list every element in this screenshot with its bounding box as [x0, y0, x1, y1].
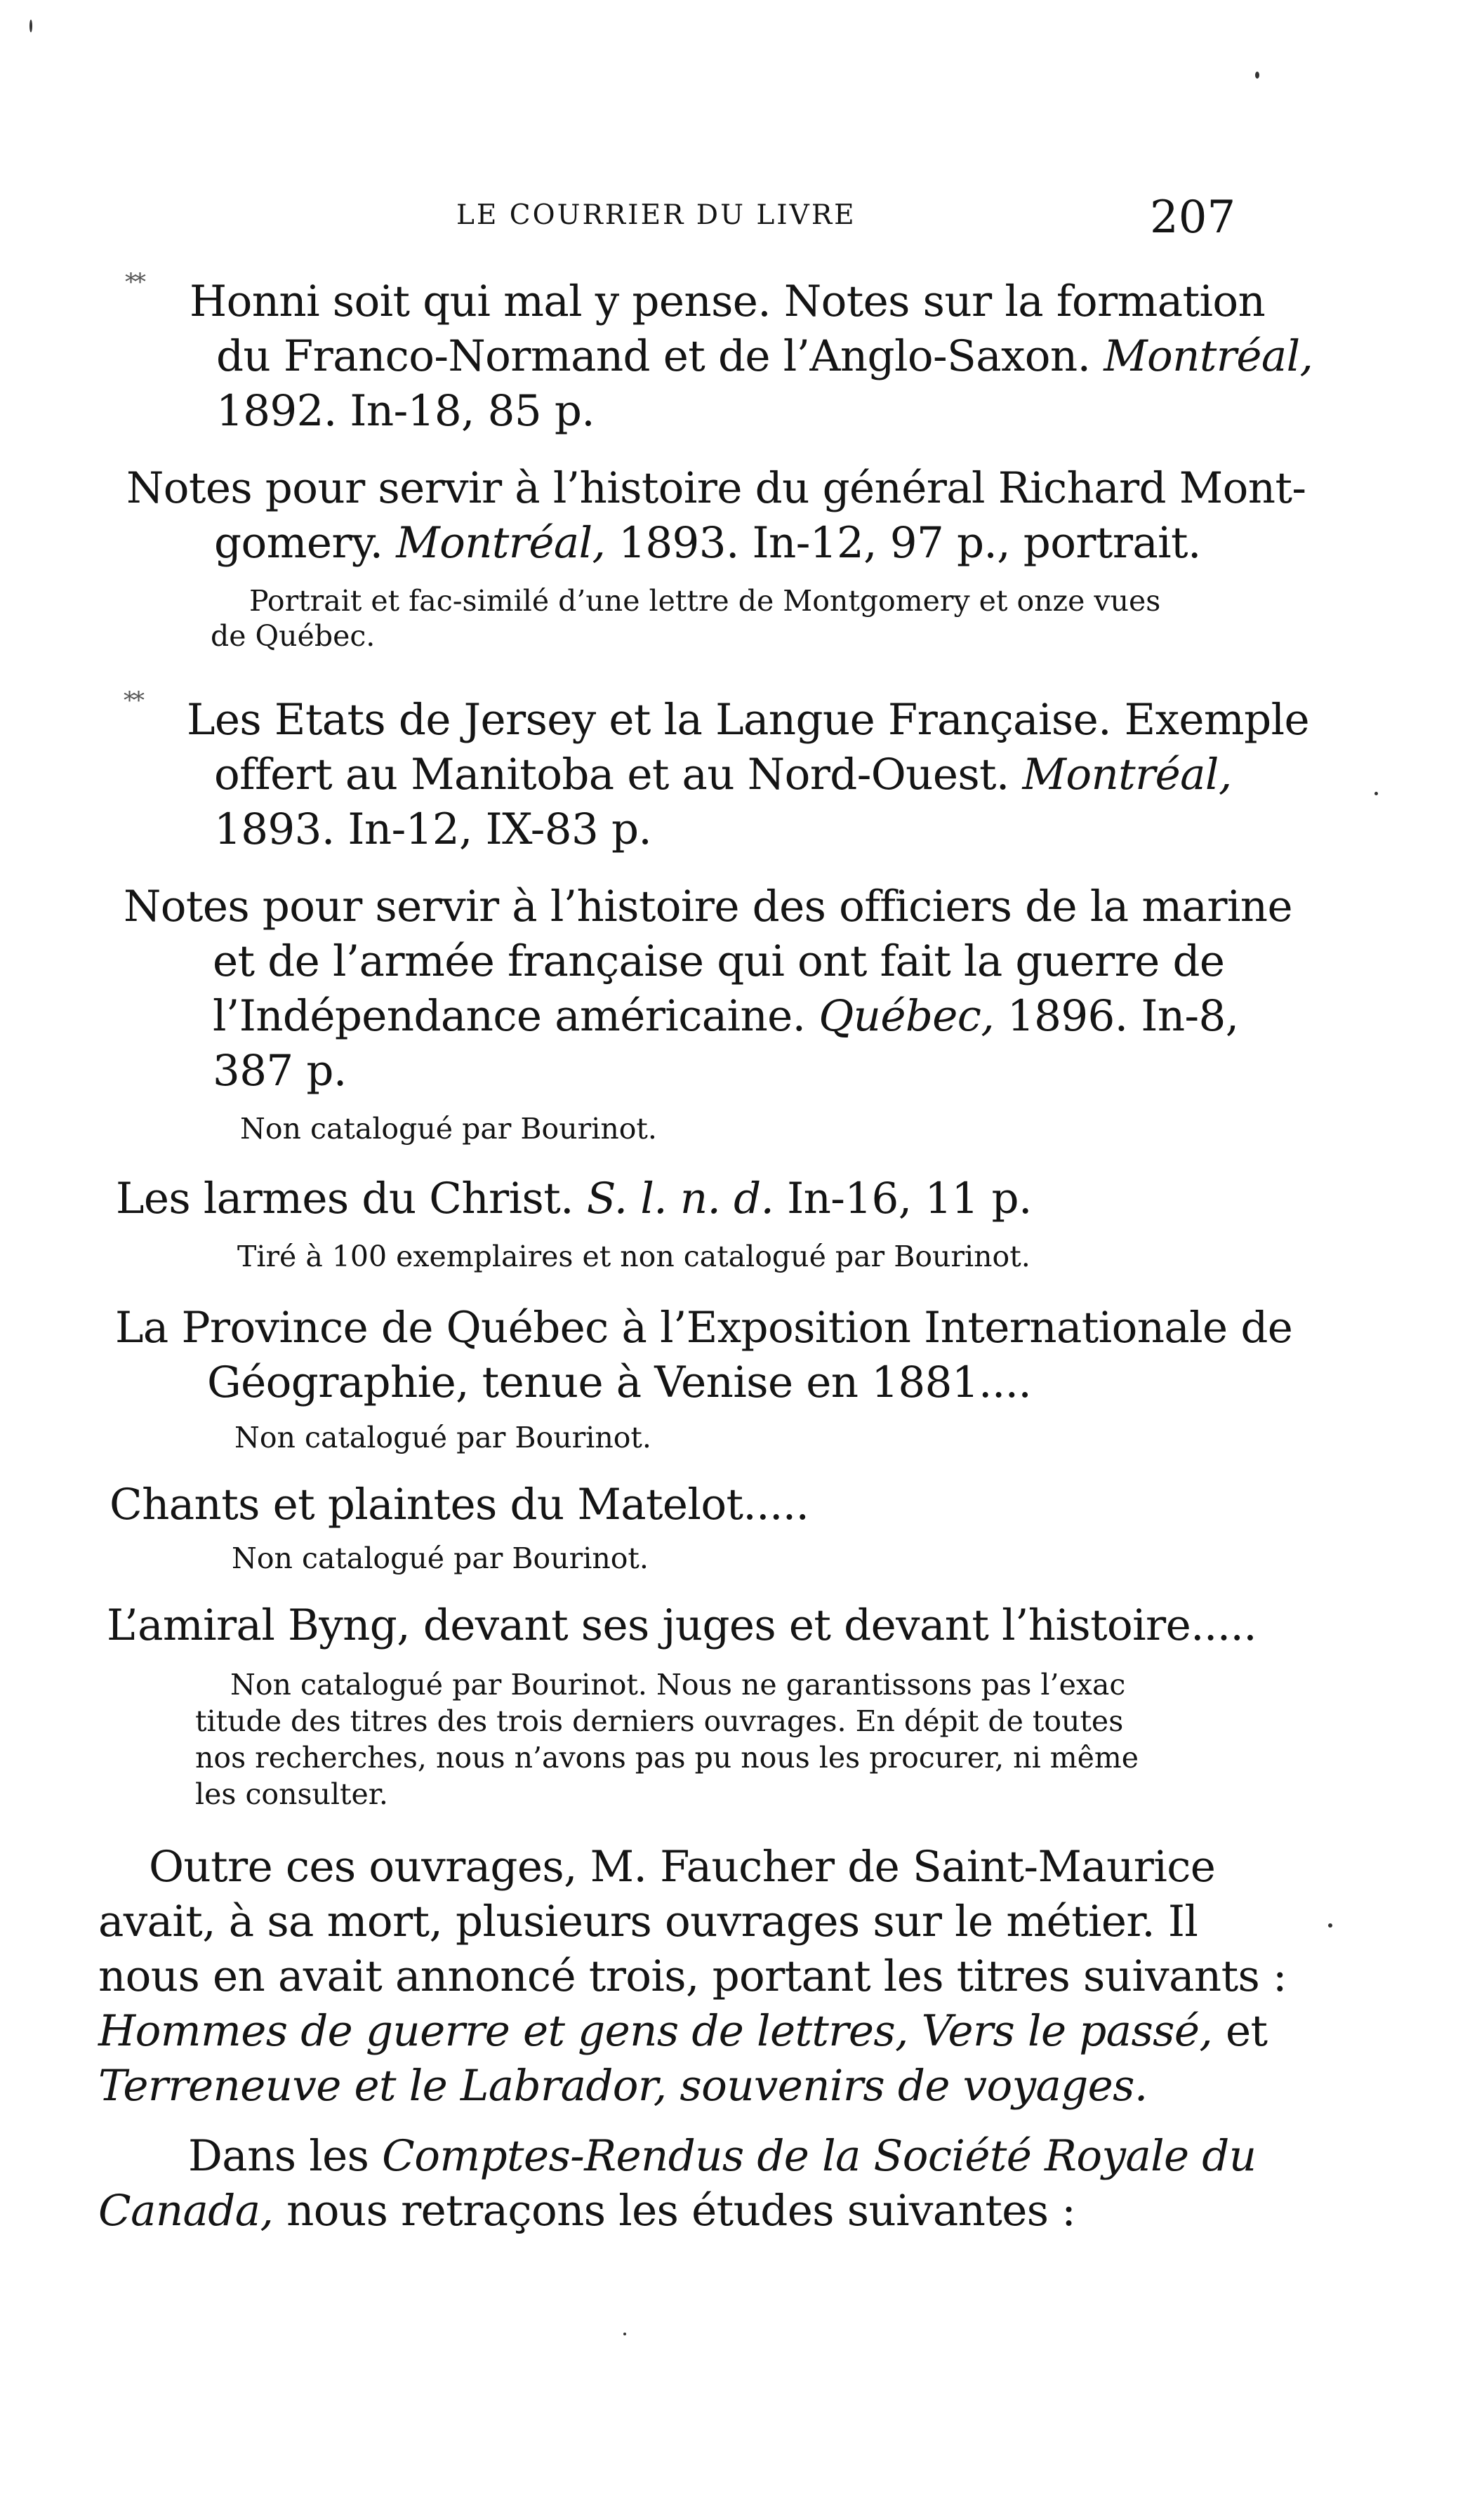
entry-note: Portrait et fac-similé d’une lettre de Montgomery et onze vues [249, 584, 1161, 618]
scan-speck [29, 20, 32, 32]
paragraph-line: avait, à sa mort, plusieurs ouvrages sur le métier. Il [98, 1897, 1198, 1947]
entry-line: 1892. In-18, 85 p. [216, 386, 595, 436]
paragraph-line: Outre ces ouvrages, M. Faucher de Saint-Maurice [149, 1842, 1216, 1892]
entry-note: titude des titres des trois derniers ouvrages. En dépit de toutes [195, 1704, 1124, 1738]
running-title: LE COURRIER DU LIVRE [456, 199, 856, 231]
asterism-marker: ** [125, 268, 143, 296]
paragraph-line: Canada, nous retraçons les études suivantes : [98, 2186, 1076, 2236]
entry-line: L’amiral Byng, devant ses juges et devant l’histoire..... [107, 1600, 1257, 1650]
entry-note: de Québec. [211, 619, 376, 653]
paragraph-line [98, 2061, 1148, 2111]
italic-title: Canada, [98, 2186, 274, 2236]
entry-line: Notes pour servir à l’histoire du général Richard Mont- [126, 463, 1306, 513]
entry-note: Tiré à 100 exemplaires et non catalogué par Bourinot. [237, 1240, 1030, 1273]
entry-line: du Franco-Normand et de l’Anglo-Saxon. Montréal, [216, 331, 1313, 381]
entry-note: Non catalogué par Bourinot. Nous ne garantissons pas l’exac [230, 1668, 1126, 1702]
entry-note: Non catalogué par Bourinot. [240, 1112, 657, 1146]
italic-title: Terreneuve et le Labrador, souvenirs de voyages. [98, 2061, 1148, 2111]
entry-line: et de l’armée française qui ont fait la guerre de [213, 936, 1225, 986]
entry-line: l’Indépendance américaine. Québec, 1896. In-8, [213, 991, 1239, 1041]
entry-line: offert au Manitoba et au Nord-Ouest. Montréal, [214, 750, 1232, 800]
scan-speck [1374, 792, 1378, 795]
entry-note: les consulter. [195, 1777, 388, 1811]
entry-line: Honni soit qui mal y pense. Notes sur la formation [190, 277, 1266, 326]
entry-line: Les larmes du Christ. S. l. n. d. In-16, 11 p. [116, 1174, 1032, 1223]
paragraph-line: nous en avait annoncé trois, portant les titres suivants : [98, 1951, 1287, 2001]
italic-title: Hommes de guerre et gens de lettres, Vers le passé, [98, 2006, 1213, 2056]
entry-line: La Province de Québec à l’Exposition Internationale de [115, 1303, 1293, 1353]
entry-place: Québec, [819, 991, 995, 1041]
page-number: 207 [1150, 192, 1236, 244]
scan-speck [1255, 72, 1259, 79]
entry-line: gomery. Montréal, 1893. In-12, 97 p., portrait. [214, 518, 1201, 568]
entry-note: nos recherches, nous n’avons pas pu nous les procurer, ni même [195, 1741, 1139, 1775]
scan-speck [623, 2333, 626, 2335]
italic-title: Comptes-Rendus de la Société Royale du [382, 2131, 1257, 2181]
entry-note: Non catalogué par Bourinot. [232, 1541, 649, 1575]
entry-place: Montréal, [1104, 331, 1313, 381]
scan-speck [1328, 1923, 1332, 1928]
entry-place: Montréal, [1022, 750, 1232, 800]
entry-line: 1893. In-12, IX-83 p. [214, 804, 652, 854]
entry-line: Notes pour servir à l’histoire des officiers de la marine [124, 882, 1292, 931]
paragraph-line: Dans les Comptes-Rendus de la Société Royale du [188, 2131, 1257, 2181]
entry-place: S. l. n. d. [586, 1174, 774, 1223]
entry-line: Géographie, tenue à Venise en 1881.... [207, 1358, 1032, 1407]
entry-place: Montréal, [396, 518, 606, 568]
paragraph-line: Hommes de guerre et gens de lettres, Vers le passé, et [98, 2006, 1268, 2056]
entry-line: 387 p. [213, 1046, 347, 1096]
entry-note: Non catalogué par Bourinot. [234, 1421, 651, 1454]
entry-line: Chants et plaintes du Matelot..... [110, 1480, 809, 1530]
entry-line: Les Etats de Jersey et la Langue Française. Exemple [187, 695, 1309, 745]
asterism-marker: ** [124, 687, 142, 715]
